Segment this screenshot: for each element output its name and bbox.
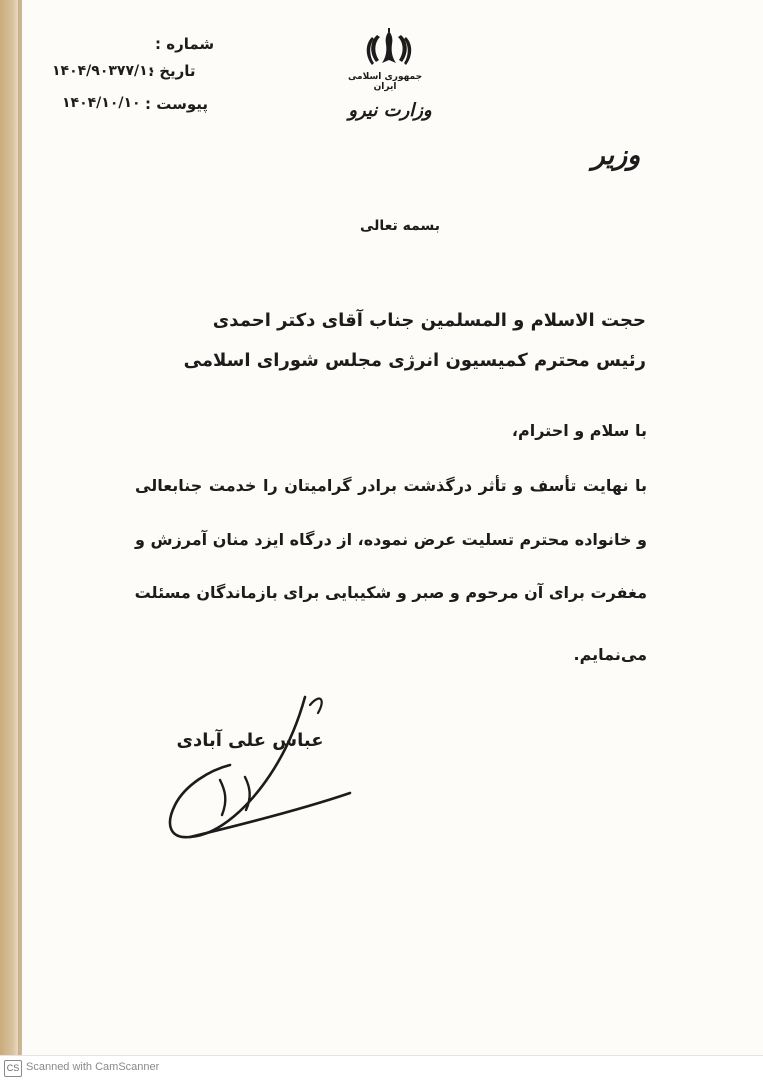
- body-line-1: با نهایت تأسف و تأثر درگذشت برادر گرامیتان را خدمت جنابعالی: [135, 476, 647, 495]
- republic-name: جمهوری اسلامی ایران: [347, 72, 423, 92]
- handwritten-signature-icon: [150, 685, 370, 850]
- scanner-watermark-text: Scanned with CamScanner: [26, 1061, 160, 1073]
- date-value: ۱۴۰۴/۹۰۳۷۷/۱۰: [52, 63, 157, 79]
- greeting: با سلام و احترام،: [511, 421, 647, 440]
- bismillah: بسمه تعالی: [359, 218, 441, 234]
- iran-emblem-icon: [364, 27, 414, 69]
- signatory-name: عباس علی آبادی: [176, 730, 324, 751]
- date-label: تاریخ :: [148, 62, 196, 80]
- minister-title: وزیر: [591, 140, 641, 171]
- camscanner-logo-icon: CS: [4, 1060, 22, 1077]
- body-line-3: مغفرت برای آن مرحوم و صبر و شکیبایی برای بازماندگان مسئلت: [134, 583, 647, 602]
- ministry-name: وزارت نیرو: [348, 100, 432, 121]
- attachment-label: پیوست :: [145, 95, 209, 113]
- body-line-2: و خانواده محترم تسلیت عرض نموده، از درگاه ایزد منان آمرزش و: [135, 530, 647, 549]
- addressee-line-1: حجت الاسلام و المسلمین جناب آقای دکتر احمدی: [212, 310, 646, 331]
- scanner-watermark-bar: [0, 1055, 763, 1081]
- letter-paper: [22, 0, 763, 1055]
- body-line-4: می‌نمایم.: [573, 645, 647, 664]
- attachment-value: ۱۴۰۴/۱۰/۱۰: [62, 95, 141, 111]
- addressee-line-2: رئیس محترم کمیسیون انرژی مجلس شورای اسلامی: [183, 350, 646, 371]
- number-label: شماره :: [155, 35, 215, 53]
